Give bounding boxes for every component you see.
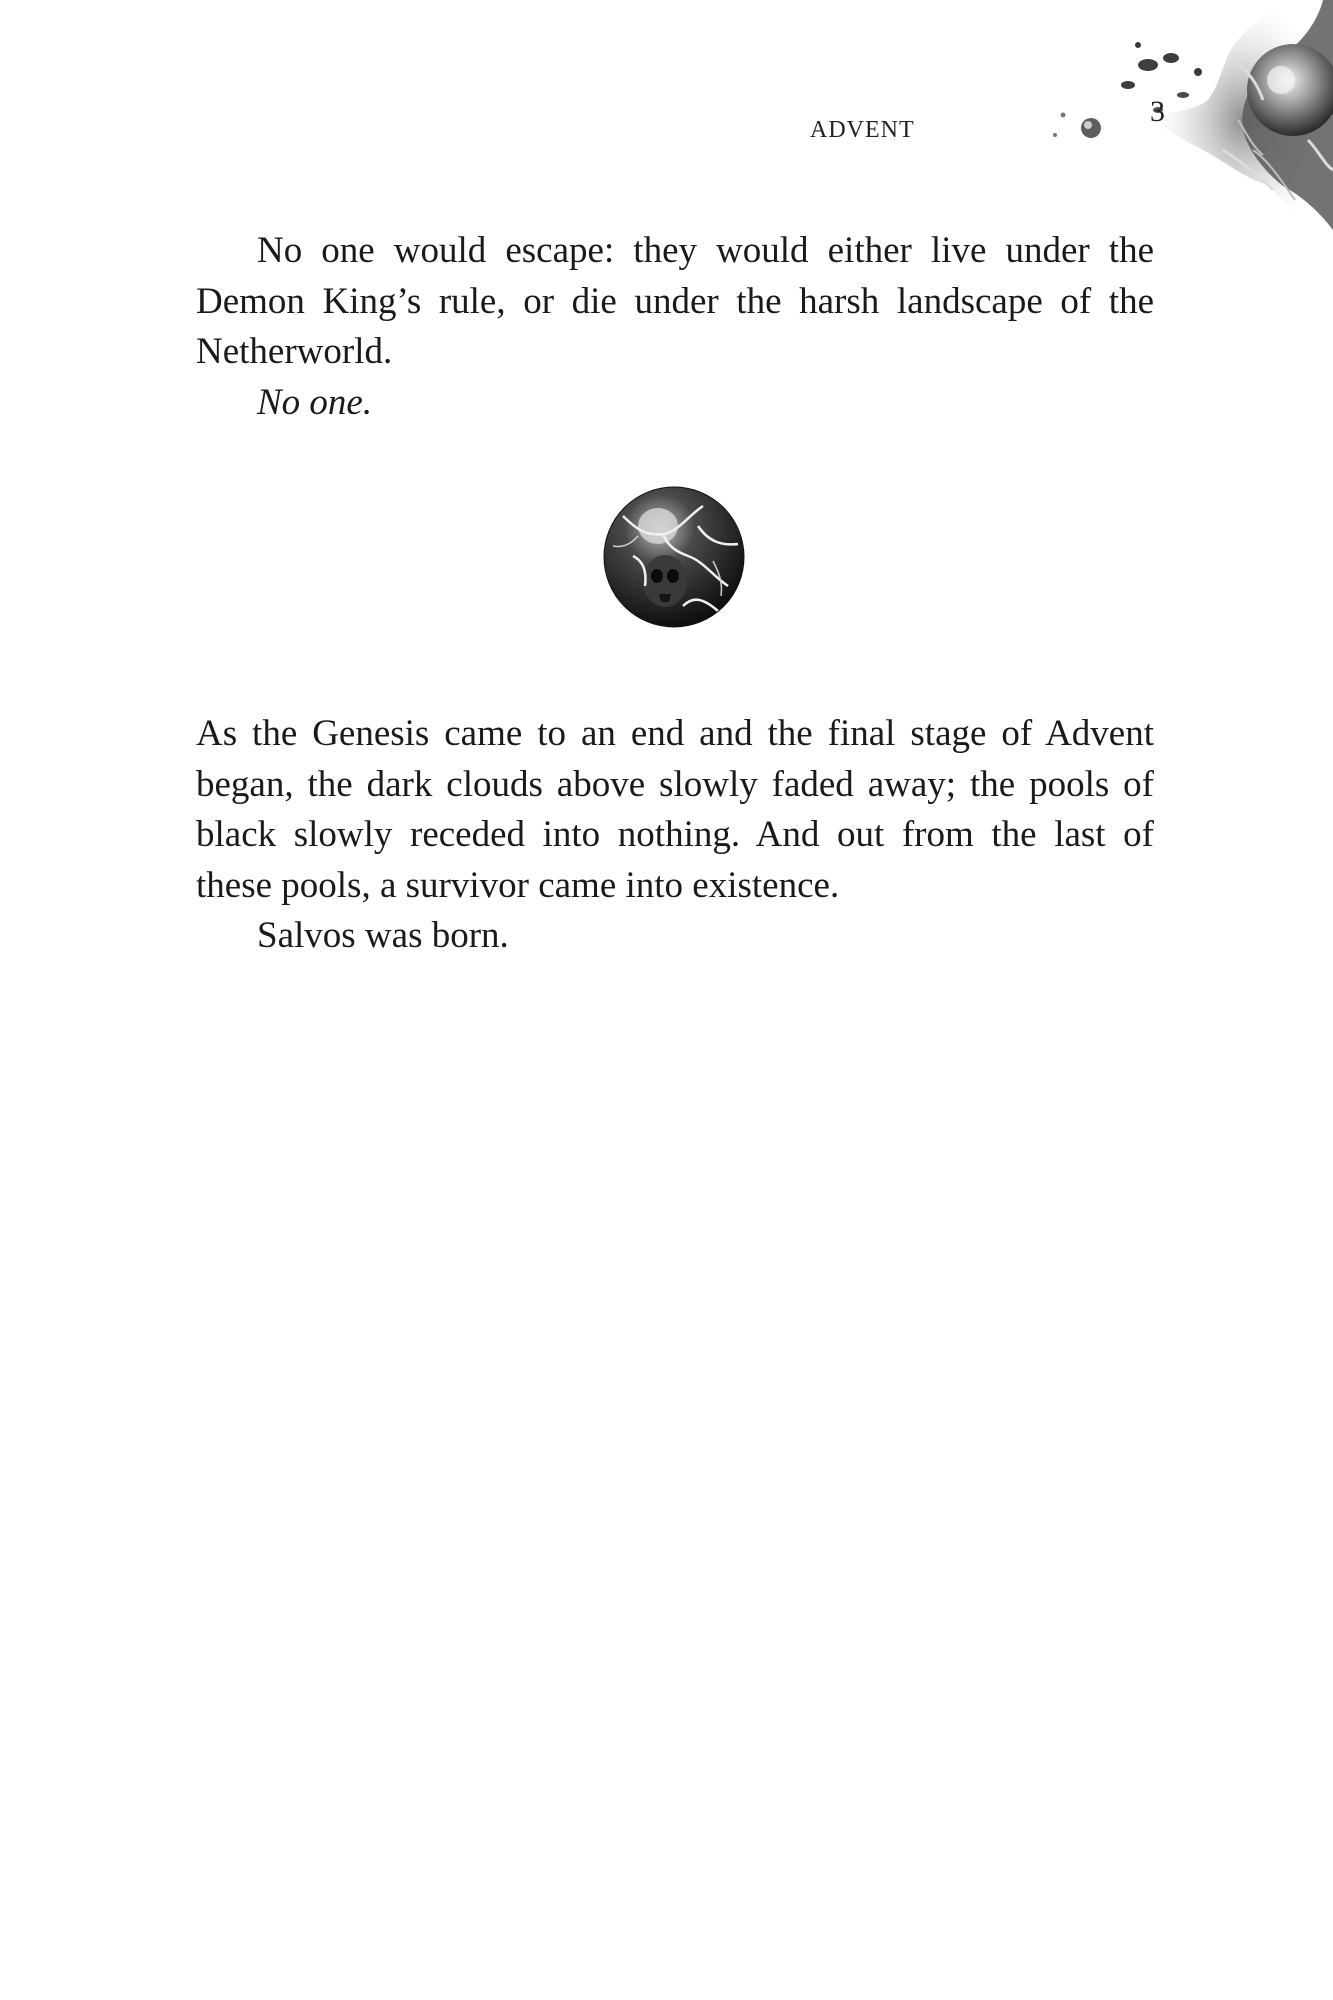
text-section-2 [196,709,1154,962]
text-section-1 [196,226,1154,428]
corner-illustration [1033,0,1333,250]
skull-lightning-medallion-icon [603,486,745,628]
paragraph: No one would escape: they would either live under the Demon King’s rule, or die under the harsh landscape of the Netherworld. [196,230,1154,372]
emphasis-paragraph: No one. [257,381,373,423]
page-number: 3 [1150,95,1165,128]
paragraph: As the Genesis came to an end and the final stage of Advent began, the dark clouds above slowly faded away; the pools of black slowly receded into nothing. And out from the last of these pools, a survivor came into existence. [196,713,1154,906]
running-head: ADVENT [810,117,915,143]
closing-paragraph: Salvos was born. [257,915,509,956]
